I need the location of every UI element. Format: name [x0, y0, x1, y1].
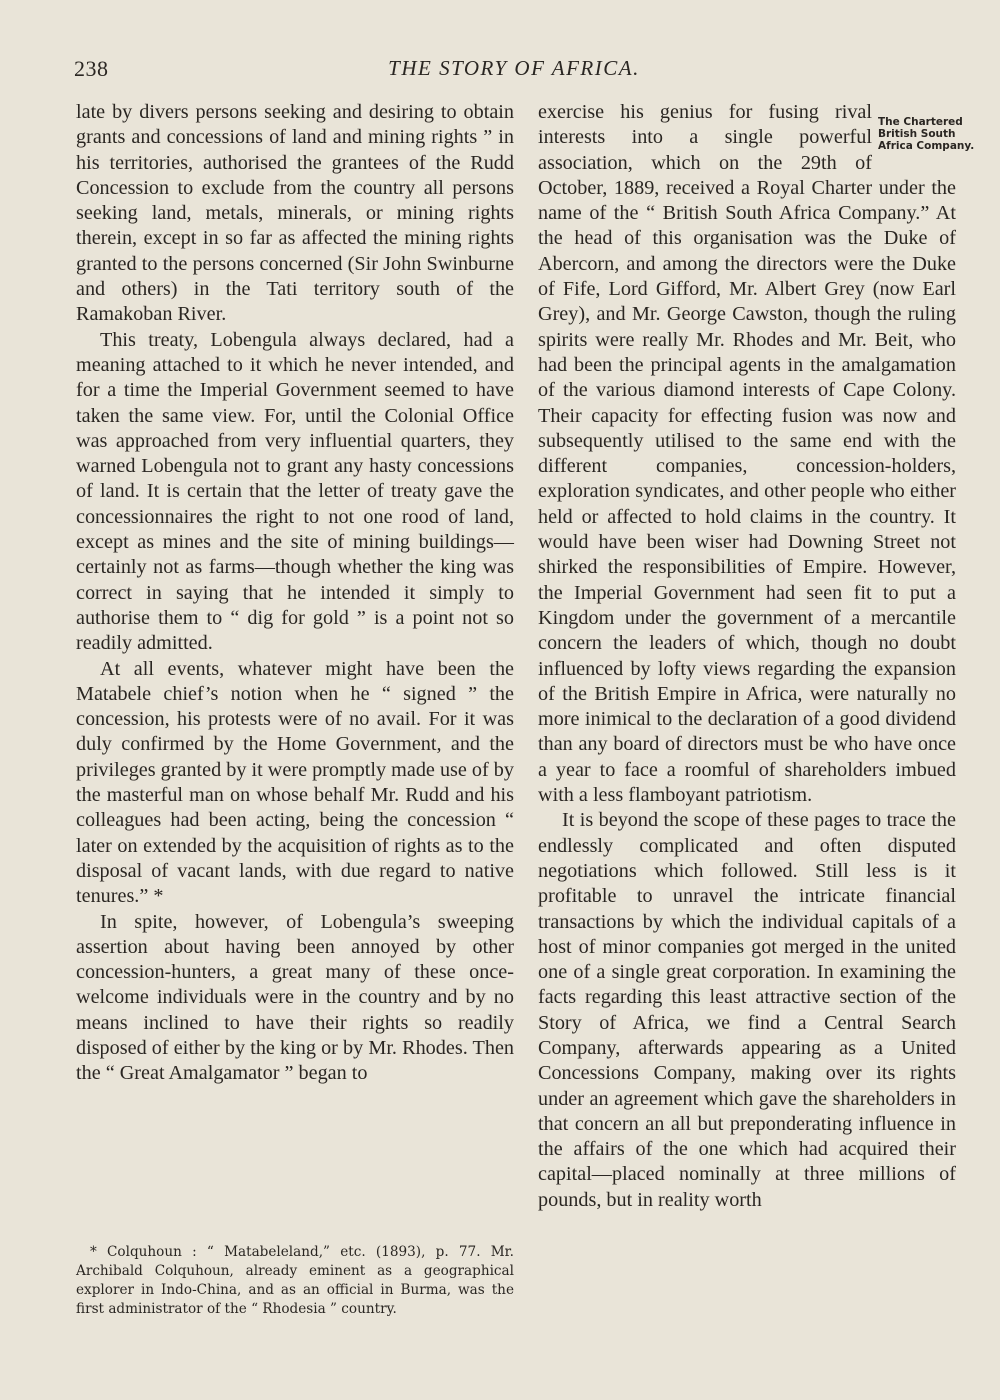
footnote-text: * Colquhoun : “ Matabeleland,” etc. (1893), p. 77. Mr. Archibald Colquhoun, already eminent as a geographical explorer in Indo-China, and as an official in Burma, was the first administrator of the “ Rhodesia ” country. — [76, 1244, 514, 1317]
paragraph: It is beyond the scope of these pages to trace the endlessly complicated and often disputed negotiations which followed. Still less is it profitable to unravel the intricate financial transactions by which the individual capitals of a host of minor companies got merged in the united one of a single great corporation. In examining the facts regarding this least attractive section of the Story of Africa, we find a Central Search Company, afterwards appearing as a United Concessions Company, making over its rights under an agreement which gave the shareholders in that concern an all but preponderating influence in the affairs of the one which had acquired their capital—placed nominally at three millions of pounds, but in reality worth — [538, 809, 956, 1211]
paragraph: exercise his genius for fusing rival interests into a single powerful association, which on the 29th of October, 1889, received a Royal Charter under the name of the “ British South Africa Company.” At the head of this organisation was the Duke of Abercorn, and among the directors were the Duke of Fife, Lord Gifford, Mr. Albert Grey (now Earl Grey), and Mr. George Cawston, though the ruling spirits were really Mr. Rhodes and Mr. Beit, who had been the principal agents in the amalgamation of the various diamond interests of Cape Colony. Their capacity for effecting fusion was now and subsequently utilised to the same end with the different companies, concession-holders, exploration syndicates, and other people who either held or affected to hold claims in the country. It would have been wiser had Downing Street not shirked the responsibilities of Empire. However, the Imperial Government had seen fit to put a Kingdom under the government of a mercantile concern the leaders of which, though no doubt influenced by lofty views regarding the expansion of the British Empire in Africa, were naturally no more inimical to the declaration of a good dividend than any board of directors must be who have once a year to face a roomful of shareholders imbued with a less flamboyant patriotism. — [538, 101, 956, 807]
paragraph: At all events, whatever might have been the Matabele chief’s notion when he “ signed ” the concession, his protests were of no avail. For it was duly confirmed by the Home Government, and the privileges granted by it were promptly made use of by the masterful man on whose behalf Mr. Rudd and his colleagues had been acting, being the concession “ later on extended by the acquisition of rights as to the disposal of vacant lands, with due regard to native tenures.” * — [76, 657, 514, 908]
running-head — [74, 52, 954, 84]
running-title: THE STORY OF AFRICA. — [388, 56, 640, 80]
paragraph: late by divers persons seeking and desiring to obtain grants and concessions of land and mining rights ” in his territories, authorised the grantees of the Rudd Concession to exclude from the country all persons seeking land, metals, minerals, or mining rights therein, except in so far as affected the mining rights granted to the persons concerned (Sir John Swinburne and others) in the Tati territory south of the Ramakoban River. — [76, 101, 514, 326]
left-column — [76, 100, 514, 1087]
paragraph: This treaty, Lobengula always declared, had a meaning attached to it which he never intended, and for a time the Imperial Government seemed to have taken the same view. For, until the Colonial Office was approached from very influential quarters, they warned Lobengula not to grant any hasty concessions of land. It is certain that the letter of treaty gave the concessionnaires the right to not one rood of land, except as mines and the site of mining buildings—certainly not as farms—though whether the king was correct in saying that he intended it simply to authorise them to “ dig for gold ” is a point not so readily admitted. — [76, 328, 514, 655]
footnote — [76, 1243, 514, 1319]
paragraph: In spite, however, of Lobengula’s sweeping assertion about having been annoyed by other concession-hunters, a great many of these once-welcome individuals were in the country and by no means inclined to have their rights so readily disposed of either by the king or by Mr. Rhodes. Then the “ Great Amalgamator ” began to — [76, 910, 514, 1085]
page-number: 238 — [74, 56, 109, 81]
right-column — [538, 100, 975, 1213]
margin-note: The Chartered British South Africa Company. — [878, 116, 975, 152]
